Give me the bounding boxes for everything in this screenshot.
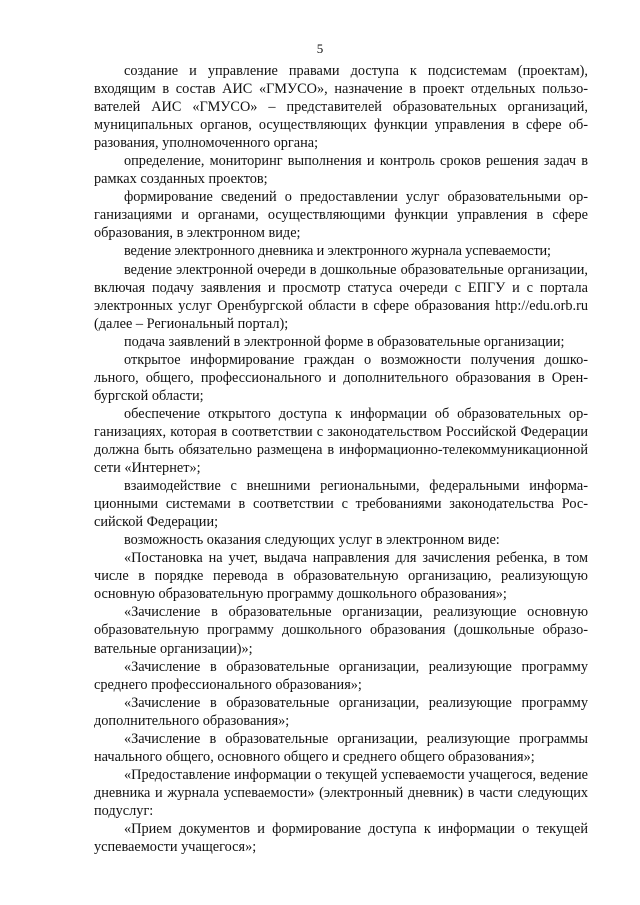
paragraph: «Зачисление в образовательные организации, реализующие программы начального общего, основного общего и среднего общего образования»;	[94, 730, 588, 765]
paragraph: создание и управление правами доступа к подсистемам (проектам), входящим в состав АИС «ГМУСО», назначение в проект отдельных пользователей АИС «ГМУСО» – представителей образовательных организаций, муниципальных органов, осуществляющих функции управления в сфере образования, уполномоченного органа;	[94, 63, 588, 152]
document-body	[94, 62, 588, 856]
paragraph: определение, мониторинг выполнения и контроль сроков решения задач в рамках созданных проектов;	[94, 153, 588, 188]
paragraph: «Предоставление информации о текущей успеваемости учащегося, ведение дневника и журнала успеваемости» (электронный дневник) в части следующих подуслуг:	[94, 766, 588, 819]
page-number: 5	[316, 41, 324, 56]
paragraph: ведение электронной очереди в дошкольные образовательные организации, включая подачу заявления и просмотр статуса очереди с ЕПГУ и с портала электронных услуг Оренбургской области в сфере образования http://edu.orb.ru (далее – Региональный портал);	[94, 261, 588, 332]
paragraph: ведение электронного дневника и электронного журнала успеваемости;	[124, 243, 551, 260]
paragraph: открытое информирование граждан о возможности получения дошкольного, общего, профессионального и дополнительного образования в Оренбургской области;	[94, 351, 588, 404]
paragraph: взаимодействие с внешними региональными, федеральными информационными системами в соответствии с требованиями законодательства Российской Федерации;	[94, 478, 588, 531]
paragraph: «Зачисление в образовательные организации, реализующие программу среднего профессионального образования»;	[94, 658, 588, 693]
paragraph: обеспечение открытого доступа к информации об образовательных организациях, которая в соответствии с законодательством Российской Федерации должна быть обязательно размещена в информационно-телекоммуникационной сети «Интернет»;	[94, 405, 588, 477]
paragraph: подача заявлений в электронной форме в образовательные организации;	[124, 333, 565, 350]
paragraph: «Зачисление в образовательные организации, реализующие программу дополнительного образования»;	[94, 694, 588, 729]
paragraph: «Постановка на учет, выдача направления для зачисления ребенка, в том числе в порядке перевода в образовательную организацию, реализующую основную образовательную программу дошкольного образования»;	[94, 550, 588, 603]
paragraph: формирование сведений о предоставлении услуг образовательными организациями и органами, осуществляющими функции управления в сфере образования, в электронном виде;	[94, 189, 588, 242]
paragraph: «Зачисление в образовательные организации, реализующие основную образовательную программу дошкольного образования (дошкольные образовательные организации)»;	[94, 604, 588, 657]
paragraph: возможность оказания следующих услуг в электронном виде:	[124, 532, 500, 549]
paragraph: «Прием документов и формирование доступа к информации о текущей успеваемости учащегося»;	[94, 820, 588, 856]
